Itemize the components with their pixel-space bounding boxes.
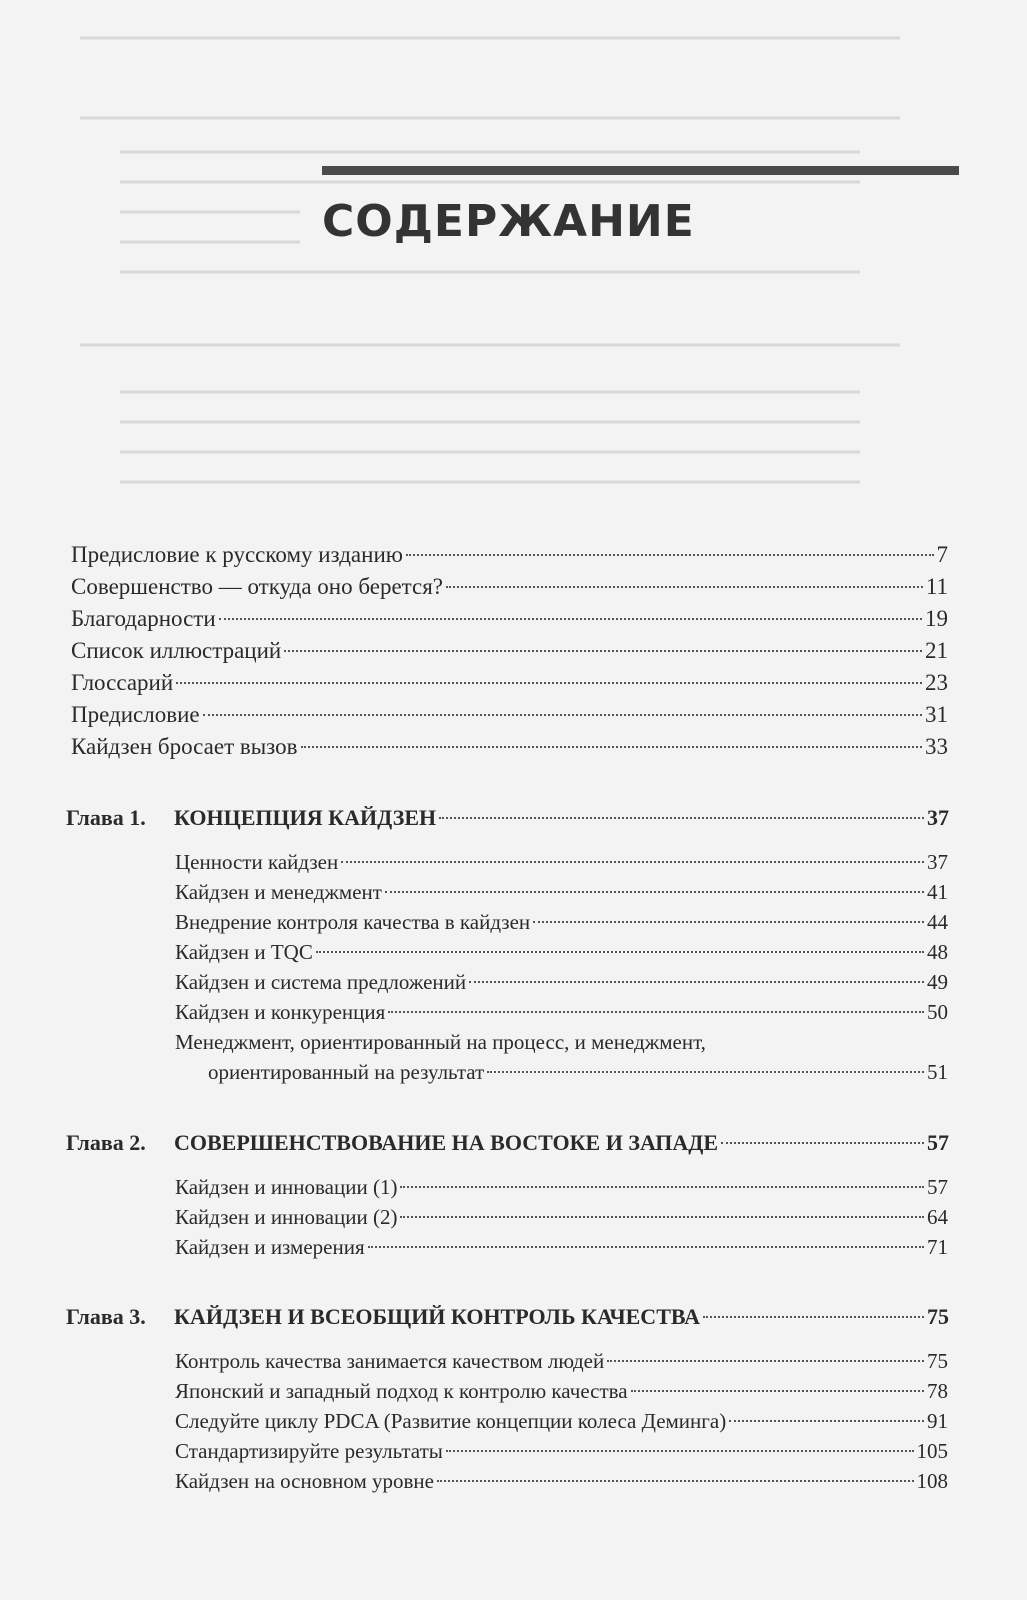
toc-section-title: Ценности кайдзен [175, 850, 339, 874]
dot-leader [400, 1186, 924, 1188]
toc-section-title: Кайдзен и инновации (2) [175, 1205, 398, 1229]
toc-entry-page: 19 [925, 606, 948, 631]
toc-chapter-2[interactable] [66, 1128, 949, 1158]
toc-entry-kaizen-challenge[interactable] [71, 732, 948, 762]
toc-section-title: Стандартизируйте результаты [175, 1439, 443, 1463]
toc-section[interactable] [175, 1202, 948, 1232]
dot-leader [437, 1480, 914, 1482]
toc-section-title: Кайдзен и инновации (1) [175, 1175, 398, 1199]
chapter-page: 37 [927, 805, 949, 830]
toc-entry-title: Совершенство — откуда оно берется? [71, 574, 443, 599]
dot-leader [316, 951, 924, 953]
toc-section[interactable] [175, 1346, 948, 1376]
dot-leader [487, 1071, 924, 1073]
toc-section-title: Кайдзен и TQC [175, 940, 313, 964]
toc-section-title-line1[interactable]: Менеджмент, ориентированный на процесс, и менеджмент, [175, 1030, 706, 1054]
toc-section-page: 64 [927, 1205, 948, 1229]
toc-entry-perfection[interactable] [71, 572, 948, 602]
toc-section[interactable] [175, 997, 948, 1027]
toc-section-page: 91 [927, 1409, 948, 1433]
dot-leader [631, 1390, 924, 1392]
toc-chapter-3[interactable] [66, 1302, 949, 1332]
dot-leader [385, 891, 924, 893]
toc-section[interactable] [175, 937, 948, 967]
chapter-page: 57 [927, 1130, 949, 1155]
page-title: СОДЕРЖАНИЕ [322, 196, 695, 247]
dot-leader [439, 817, 924, 819]
toc-section[interactable] [175, 1436, 948, 1466]
dot-leader [721, 1142, 924, 1144]
toc-entry-title: Список иллюстраций [71, 638, 282, 663]
toc-entry-illustrations[interactable] [71, 636, 948, 666]
dot-leader [203, 714, 922, 716]
toc-entry-preface-russian[interactable] [71, 540, 948, 570]
dot-leader [400, 1216, 924, 1218]
toc-chapter-1[interactable] [66, 803, 949, 833]
chapter-title: СОВЕРШЕНСТВОВАНИЕ НА ВОСТОКЕ И ЗАПАДЕ [174, 1130, 719, 1155]
toc-section[interactable] [208, 1057, 948, 1087]
dot-leader [284, 650, 922, 652]
toc-section-title: Кайдзен и конкуренция [175, 1000, 386, 1024]
toc-section-title: Следуйте циклу PDCA (Развитие концепции колеса Деминга) [175, 1409, 727, 1433]
toc-section-title: Внедрение контроля качества в кайдзен [175, 910, 531, 934]
dot-leader [219, 618, 922, 620]
dot-leader [533, 921, 924, 923]
toc-entry-page: 7 [936, 542, 948, 567]
toc-entry-glossary[interactable] [71, 668, 948, 698]
toc-section-title: Кайдзен на основном уровне [175, 1469, 434, 1493]
dot-leader [729, 1420, 924, 1422]
toc-entry-title: Кайдзен бросает вызов [71, 734, 298, 759]
toc-section-page: 37 [927, 850, 948, 874]
chapter-title: КОНЦЕПЦИЯ КАЙДЗЕН [174, 805, 437, 830]
toc-section-title: Кайдзен и система предложений [175, 970, 467, 994]
toc-section[interactable] [175, 1232, 948, 1262]
toc-entry-title: Благодарности [71, 606, 216, 631]
toc-section[interactable] [175, 967, 948, 997]
toc-section[interactable] [175, 877, 948, 907]
dot-leader [607, 1360, 924, 1362]
toc-entry-page: 33 [925, 734, 948, 759]
dot-leader [446, 586, 923, 588]
toc-section-page: 49 [927, 970, 948, 994]
dot-leader [469, 981, 924, 983]
chapter-label: Глава 1. [66, 805, 146, 830]
toc-section-page: 50 [927, 1000, 948, 1024]
chapter-label: Глава 2. [66, 1130, 146, 1155]
toc-entry-page: 21 [925, 638, 948, 663]
toc-entry-title: Предисловие к русскому изданию [71, 542, 403, 567]
toc-entry-title: Глоссарий [71, 670, 174, 695]
toc-section-title: Контроль качества занимается качеством людей [175, 1349, 605, 1373]
toc-entry-preface[interactable] [71, 700, 948, 730]
toc-section[interactable] [175, 907, 948, 937]
heading-rule [322, 166, 959, 175]
toc-section-page: 105 [916, 1439, 948, 1463]
toc-section-title: Японский и западный подход к контролю качества [175, 1379, 628, 1403]
toc-entry-page: 23 [925, 670, 948, 695]
toc-section-page: 108 [916, 1469, 948, 1493]
toc-section-page: 78 [927, 1379, 948, 1403]
toc-section-page: 71 [927, 1235, 948, 1259]
dot-leader [368, 1246, 924, 1248]
toc-section-page: 41 [927, 880, 948, 904]
toc-entry-title: Предисловие [71, 702, 200, 727]
toc-section-page: 48 [927, 940, 948, 964]
dot-leader [388, 1011, 924, 1013]
dot-leader [176, 682, 922, 684]
toc-section-page: 75 [927, 1349, 948, 1373]
dot-leader [703, 1316, 924, 1318]
toc-section[interactable] [175, 1406, 948, 1436]
chapter-page: 75 [927, 1304, 949, 1329]
chapter-label: Глава 3. [66, 1304, 146, 1329]
toc-entry-page: 11 [925, 574, 948, 599]
toc-section[interactable] [175, 1172, 948, 1202]
toc-section-title: ориентированный на результат [208, 1060, 485, 1084]
toc-section-page: 44 [927, 910, 948, 934]
toc-section[interactable] [175, 1466, 948, 1496]
dot-leader [406, 554, 934, 556]
toc-section-title: Кайдзен и измерения [175, 1235, 365, 1259]
dot-leader [301, 746, 923, 748]
chapter-title: КАЙДЗЕН И ВСЕОБЩИЙ КОНТРОЛЬ КАЧЕСТВА [174, 1304, 701, 1329]
dot-leader [446, 1450, 914, 1452]
toc-section-page: 51 [927, 1060, 948, 1084]
toc-section-title: Кайдзен и менеджмент [175, 880, 382, 904]
toc-section-page: 57 [927, 1175, 948, 1199]
toc-section[interactable] [175, 847, 948, 877]
toc-section[interactable] [175, 1376, 948, 1406]
show-through-texture [0, 0, 1027, 560]
dot-leader [341, 861, 924, 863]
toc-entry-acknowledgements[interactable] [71, 604, 948, 634]
toc-entry-page: 31 [925, 702, 948, 727]
